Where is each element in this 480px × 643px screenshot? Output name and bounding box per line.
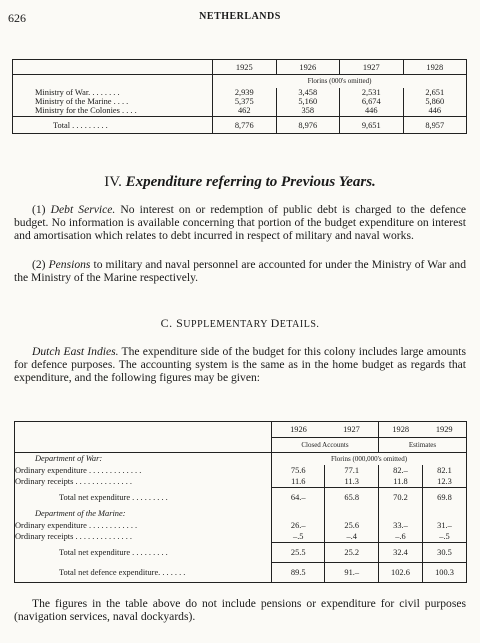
para-text: to military and naval personnel are accounted for under the Ministry of War and the Ministry of the Marine respectively.: [14, 258, 466, 285]
total-row: [13, 117, 467, 134]
paragraph-debt-service: [14, 203, 466, 243]
row-label: Ordinary receipts . . . . . . . . . . . . . .: [15, 477, 132, 486]
table-row: [13, 106, 467, 117]
year-header: 1928: [378, 422, 422, 438]
para-number: (1): [32, 203, 46, 216]
cell: 3,458: [276, 88, 340, 97]
cell: 25.5: [272, 543, 325, 563]
cell: 8,776: [213, 117, 277, 134]
subtotal-label: Total net expenditure . . . . . . . . .: [59, 548, 168, 557]
subtotal-row: [15, 488, 467, 508]
table-row: [15, 476, 467, 488]
cell: 82.–: [378, 465, 422, 476]
table-dutch-east-indies: [14, 421, 467, 583]
cell: 100.3: [422, 563, 466, 583]
cell: 2,531: [340, 88, 404, 97]
table-row: [13, 88, 467, 97]
row-label: Ordinary expenditure . . . . . . . . . . . . .: [15, 465, 142, 475]
cell: 82.1: [422, 465, 466, 476]
table-ministry-expenditure: [12, 59, 467, 134]
cell: 77.1: [325, 465, 378, 476]
title-cap: S: [176, 316, 184, 330]
cell: 69.8: [422, 488, 466, 508]
cell: 89.5: [272, 563, 325, 583]
subtotal-row: [15, 543, 467, 563]
department-heading: Department of War:: [35, 454, 103, 464]
cell: –.5: [422, 531, 466, 543]
running-head: NETHERLANDS: [199, 11, 281, 22]
row-label: Ministry of War. . . . . . . .: [35, 87, 120, 97]
year-header: 1927: [343, 425, 360, 434]
unit-label: Florins (000's omitted): [213, 75, 467, 88]
cell: 11.6: [272, 476, 325, 488]
cell: –.4: [325, 531, 378, 543]
page-number: 626: [8, 11, 26, 25]
estimates-label: Estimates: [378, 438, 466, 453]
section-title: Expenditure referring to Previous Years.: [125, 174, 376, 190]
para-text: The expenditure side of the budget for this colony includes large amounts for defence purposes. The accounting system is the same as in the home budget as regards that expenditure, and the following figures may be given:: [14, 345, 466, 385]
year-header: 1929: [435, 425, 453, 434]
cell: 25.2: [325, 543, 378, 563]
table-header-row: [13, 60, 467, 75]
department-row: [15, 508, 467, 520]
cell: 102.6: [378, 563, 422, 583]
unit-row: [15, 453, 467, 465]
cell: 462: [213, 106, 277, 117]
cell: 8,957: [403, 117, 467, 134]
term: Dutch East Indies.: [32, 345, 119, 358]
cell: 11.8: [378, 476, 422, 488]
section-c-heading: [0, 316, 480, 331]
para-text: No interest on or redemption of public debt is charged to the defence budget. No information is available concerning that portion of the budget expenditure on interest and amortisation which relates to debt incurred in respect of military and naval works.: [14, 203, 466, 243]
cell: 5,375: [213, 97, 277, 106]
table-row: [13, 97, 467, 106]
table-row: [15, 520, 467, 531]
cell: 8,976: [276, 117, 340, 134]
year-header: 1926: [272, 422, 325, 438]
cell: 25.6: [325, 520, 378, 531]
cell: 30.5: [422, 543, 466, 563]
cell: 11.3: [325, 476, 378, 488]
term: Debt Service.: [50, 203, 116, 216]
table-row: [15, 531, 467, 543]
year-header: 1926: [276, 60, 340, 75]
title-smallcaps: UPPLEMENTARY: [183, 319, 271, 330]
cell: 26.–: [272, 520, 325, 531]
unit-row: [13, 75, 467, 88]
row-label: Ordinary expenditure . . . . . . . . . . . .: [15, 520, 138, 530]
year-header: 1925: [213, 60, 277, 75]
cell: 9,651: [340, 117, 404, 134]
total-label: Total . . . . . . . . .: [53, 120, 108, 130]
cell: –.6: [378, 531, 422, 543]
table-row: [15, 465, 467, 476]
title-smallcaps: ETAILS.: [279, 319, 320, 330]
year-header: 1927: [340, 60, 404, 75]
section-numeral: IV.: [104, 174, 122, 190]
cell: 70.2: [378, 488, 422, 508]
term: Pensions: [48, 258, 91, 271]
cell: –.5: [272, 531, 325, 543]
cell: 2,651: [403, 88, 467, 97]
closed-accounts-label: Closed Accounts: [272, 438, 379, 453]
row-label: Ministry of the Marine . . . .: [35, 96, 129, 106]
table-header-row: [15, 422, 467, 438]
section-letter: C.: [160, 316, 173, 330]
cell: 12.3: [422, 476, 466, 488]
cell: 31.–: [422, 520, 466, 531]
cell: 5,160: [276, 97, 340, 106]
cell: 6,674: [340, 97, 404, 106]
grand-total-label: Total net defence expenditure. . . . . . .: [59, 567, 186, 577]
paragraph-dutch-east-indies: [14, 345, 466, 385]
cell: 358: [276, 106, 340, 117]
subtotal-label: Total net expenditure . . . . . . . . .: [59, 493, 168, 502]
unit-label: Florins (000,000's omitted): [272, 453, 467, 465]
year-header: 1928: [403, 60, 467, 75]
cell: 33.–: [378, 520, 422, 531]
department-heading: Department of the Marine:: [35, 509, 126, 518]
section-heading: [0, 174, 480, 191]
paragraph-pensions: [14, 258, 466, 284]
cell: 5,860: [403, 97, 467, 106]
cell: 32.4: [378, 543, 422, 563]
row-label: Ordinary receipts . . . . . . . . . . . . . .: [15, 532, 132, 541]
cell: 75.6: [272, 465, 325, 476]
title-cap: D: [270, 316, 280, 330]
cell: 446: [403, 106, 467, 117]
footnote-paragraph: [14, 597, 466, 623]
group-header-row: [15, 438, 467, 453]
grand-total-row: [15, 563, 467, 583]
cell: 2,939: [213, 88, 277, 97]
row-label: Ministry for the Colonies . . . .: [35, 106, 137, 116]
footnote-text: The figures in the table above do not include pensions or expenditure for civil purposes (navigation services, naval dockyards).: [14, 597, 466, 624]
cell: 65.8: [325, 488, 378, 508]
para-number: (2): [32, 258, 46, 271]
cell: 91.–: [325, 563, 378, 583]
cell: 64.–: [272, 488, 325, 508]
cell: 446: [340, 106, 404, 117]
